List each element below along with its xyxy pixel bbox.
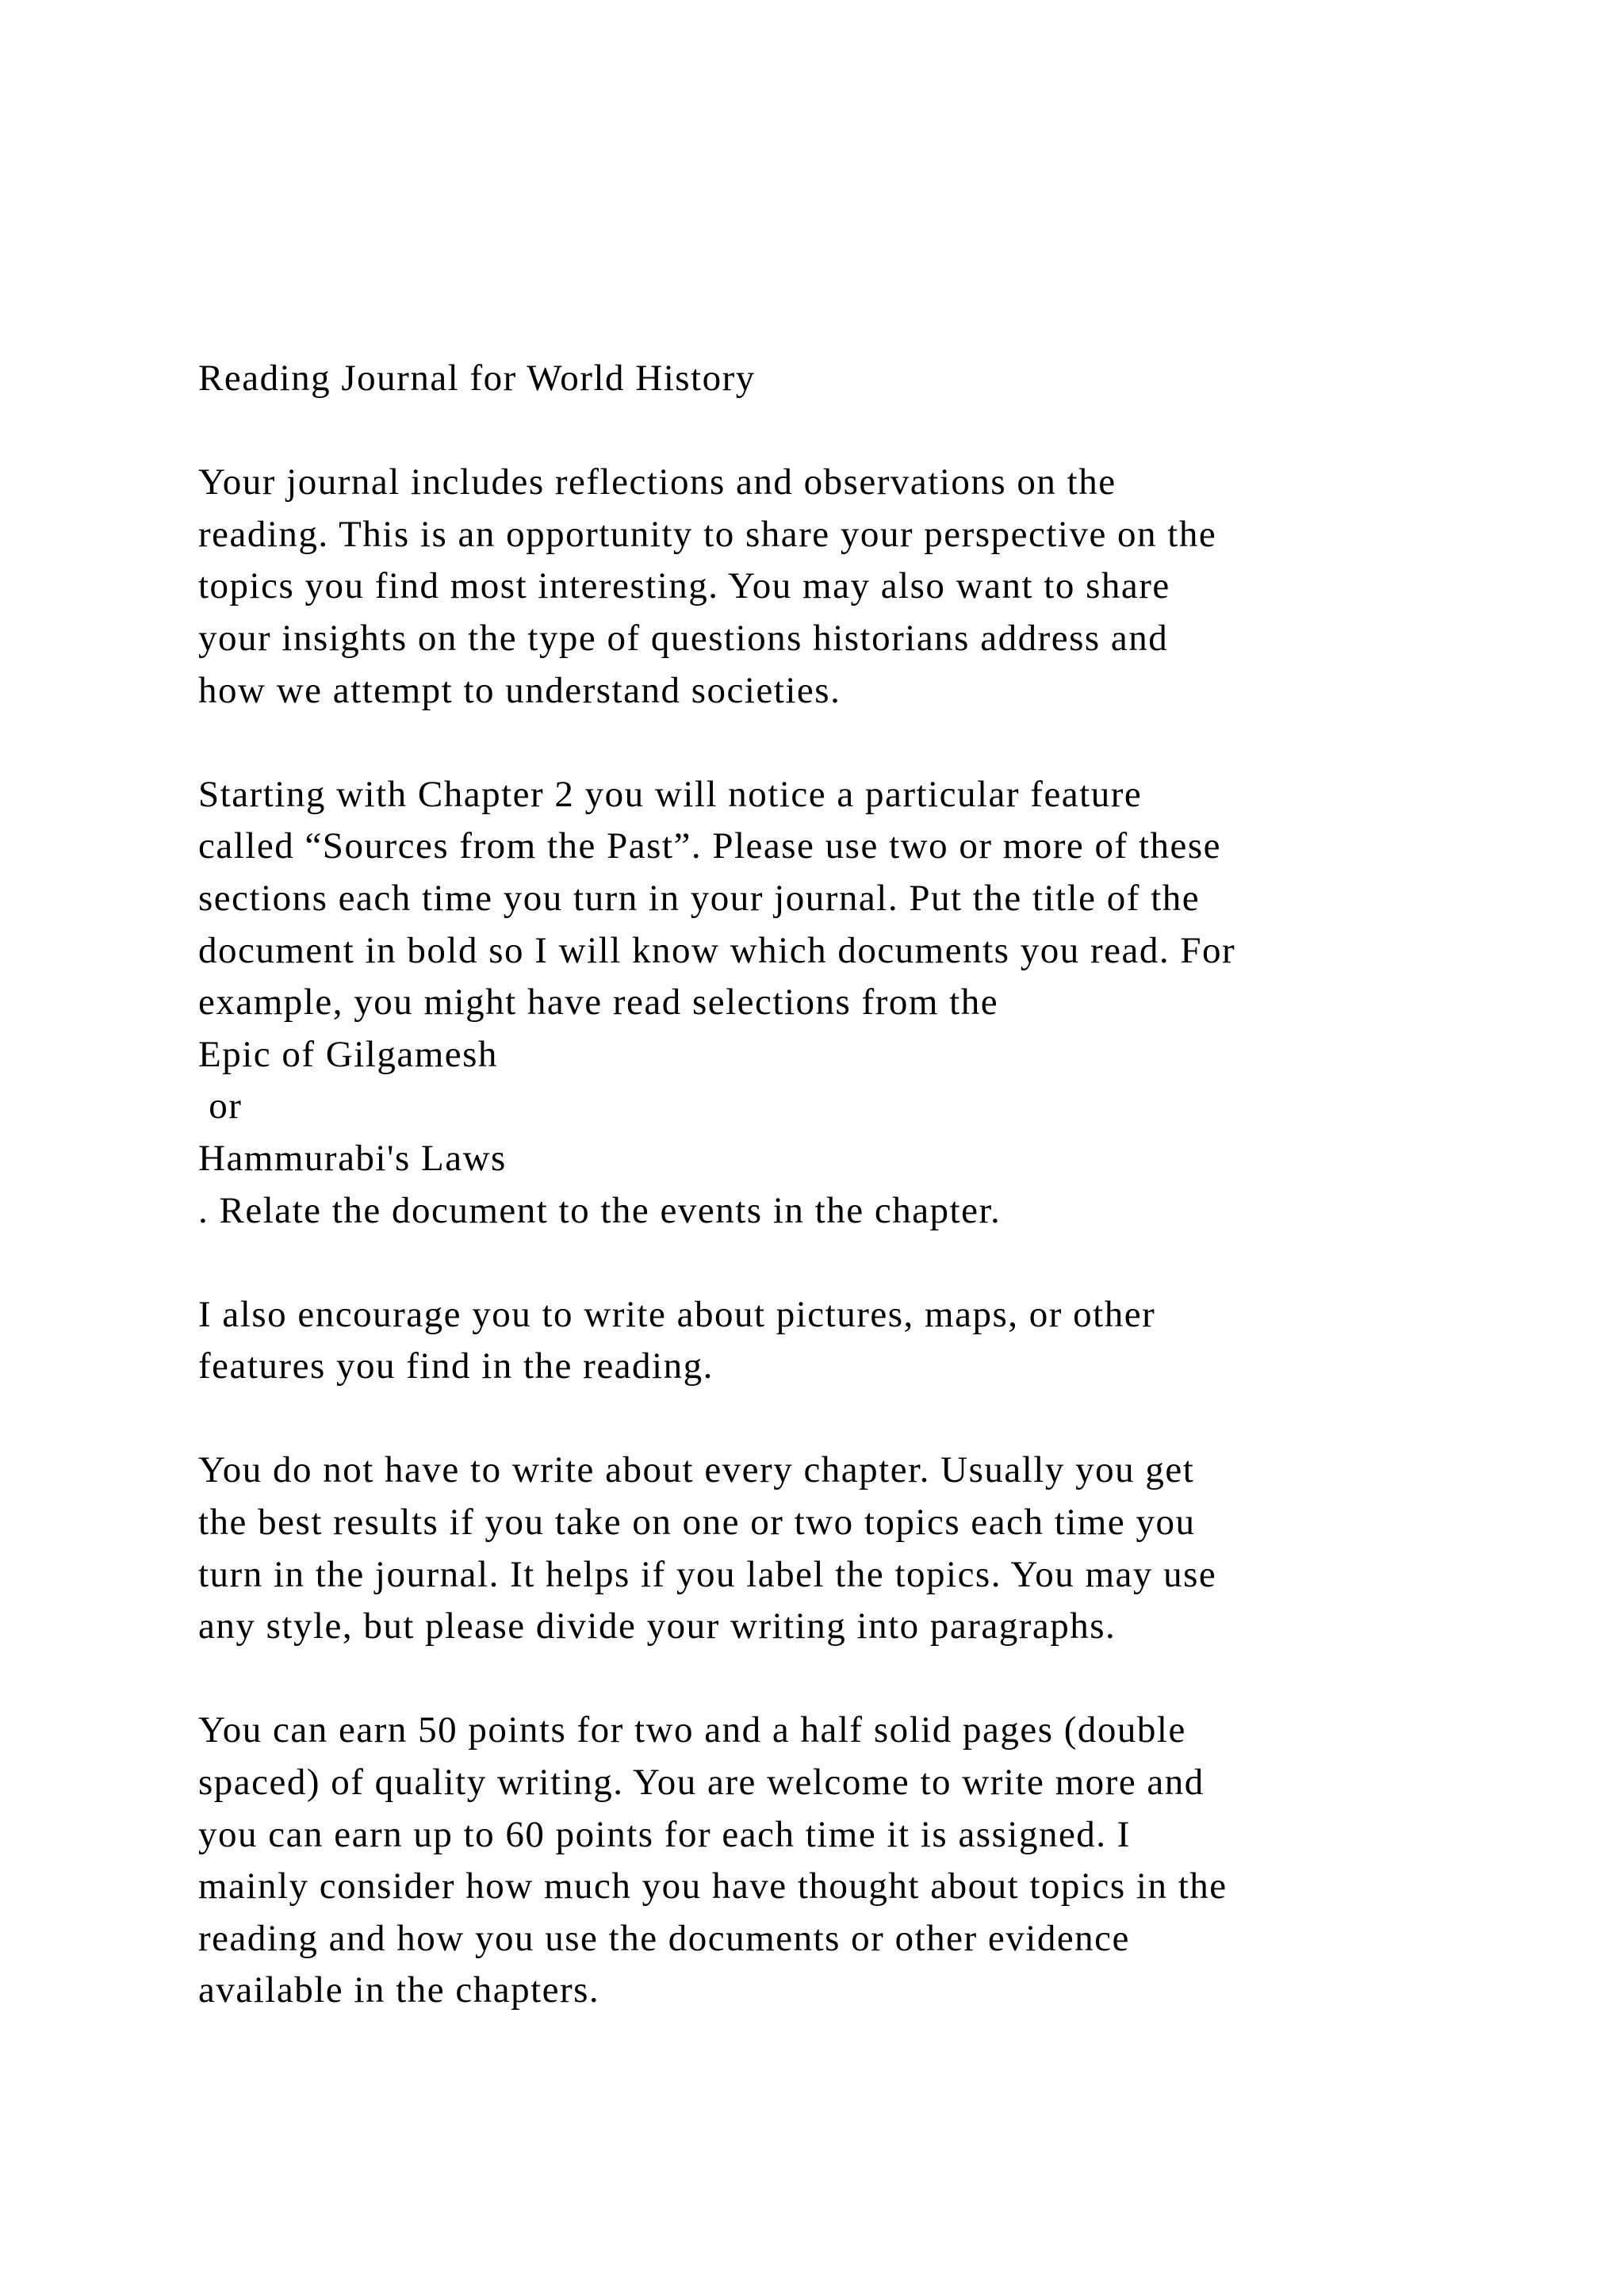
text-line: reading. This is an opportunity to share your perspective on the xyxy=(198,513,1217,555)
text-line: I also encourage you to write about pictures, maps, or other xyxy=(198,1293,1156,1335)
text-line: You do not have to write about every chapter. Usually you get xyxy=(198,1449,1195,1491)
text-line: the best results if you take on one or two topics each time you xyxy=(198,1502,1196,1544)
paragraph-gap xyxy=(198,1393,1562,1445)
document-body xyxy=(198,353,1562,2017)
text-line: or xyxy=(198,1085,243,1127)
text-line: topics you find most interesting. You may also want to share xyxy=(198,565,1170,607)
text-line: example, you might have read selections from the xyxy=(198,982,999,1024)
text-line: reading and how you use the documents or other evidence xyxy=(198,1917,1130,1959)
text-line: spaced) of quality writing. You are welcome to write more and xyxy=(198,1762,1205,1804)
text-line: features you find in the reading. xyxy=(198,1345,714,1387)
text-line: You can earn 50 points for two and a half solid pages (double xyxy=(198,1709,1186,1751)
text-line: sections each time you turn in your journal. Put the title of the xyxy=(198,877,1201,919)
text-line: called “Sources from the Past”. Please use two or more of these xyxy=(198,825,1222,867)
text-line: turn in the journal. It helps if you label the topics. You may use xyxy=(198,1553,1217,1595)
paragraph-pictures xyxy=(198,1289,1562,1393)
text-line: you can earn up to 60 points for each time it is assigned. I xyxy=(198,1813,1131,1855)
paragraph-intro xyxy=(198,457,1562,717)
paragraph-sources xyxy=(198,769,1562,1237)
text-line: mainly consider how much you have thought about topics in the xyxy=(198,1866,1228,1908)
text-line: any style, but please divide your writing into paragraphs. xyxy=(198,1605,1116,1647)
paragraph-points xyxy=(198,1705,1562,2017)
paragraph-chapters xyxy=(198,1445,1562,1652)
document-title-example-gilgamesh: Epic of Gilgamesh xyxy=(198,1033,498,1075)
paragraph-gap xyxy=(198,1237,1562,1289)
paragraph-gap xyxy=(198,405,1562,457)
text-line: document in bold so I will know which documents you read. For xyxy=(198,929,1236,971)
document-title-example-hammurabi: Hammurabi's Laws xyxy=(198,1137,507,1179)
text-line: Your journal includes reflections and observations on the xyxy=(198,461,1116,503)
text-line: your insights on the type of questions historians address and xyxy=(198,617,1169,659)
text-line: how we attempt to understand societies. xyxy=(198,669,841,711)
paragraph-gap xyxy=(198,1653,1562,1705)
text-line: Starting with Chapter 2 you will notice a particular feature xyxy=(198,773,1143,815)
document-title: Reading Journal for World History xyxy=(198,358,756,399)
text-line: available in the chapters. xyxy=(198,1969,600,2011)
text-line: . Relate the document to the events in the chapter. xyxy=(198,1189,1002,1231)
paragraph-gap xyxy=(198,717,1562,769)
